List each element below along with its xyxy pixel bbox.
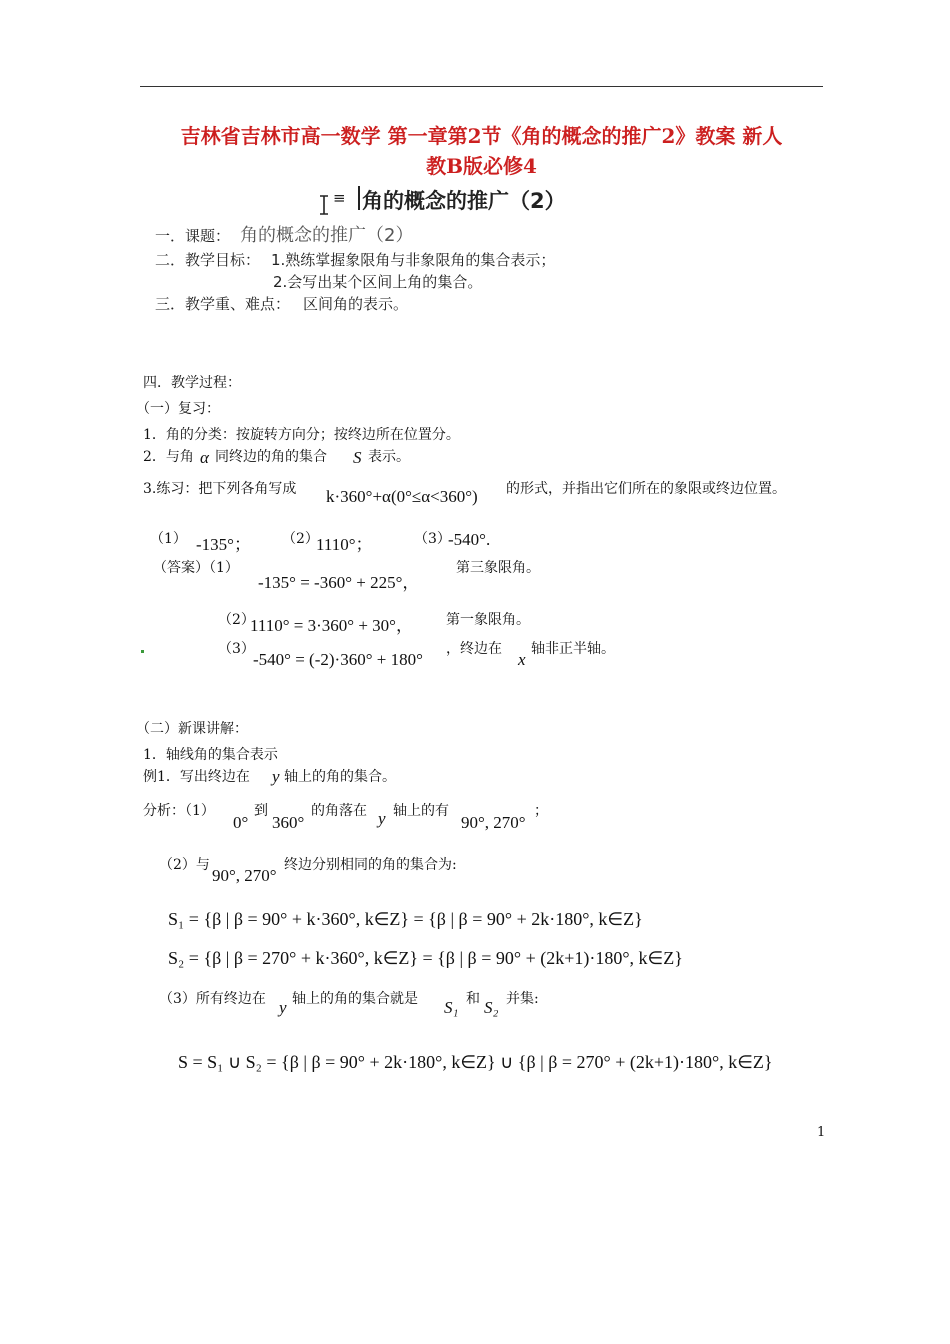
answer3-note-b: 轴非正半轴。: [531, 641, 615, 657]
set-S-union-formula: S = S₁ ∪ S₂ = {β | β = 90° + 2k·180°, k∈Z} ∪ {β | β = 270° + (2k+1)·180°, k∈Z}: [178, 1052, 773, 1072]
analysis-b: 的角落在: [311, 803, 367, 819]
analysis-360: 360°: [272, 813, 305, 832]
answer1-note: 第三象限角。: [456, 560, 540, 576]
analysis-a: 分析：（1）: [143, 803, 215, 819]
review-item2-b: 同终边的角的集合: [215, 449, 327, 465]
review-item3-b: 的形式，并指出它们所在的象限或终边位置。: [506, 481, 786, 497]
review-item3-a: 3.练习：把下列各角写成: [143, 481, 297, 497]
item1-value: 角的概念的推广（2）: [240, 225, 414, 246]
item2-goal2: 2.会写出某个区间上角的集合。: [273, 273, 483, 291]
answer2-formula: 1110° = 3·360° + 30°，: [250, 616, 413, 635]
set-S2-formula: S₂ = {β | β = 270° + k·360°, k∈Z} = {β | β = 90° + (2k+1)·180°, k∈Z}: [168, 948, 683, 968]
exercise3-value: -540°.: [448, 530, 491, 549]
exercise-form-formula: k·360°+α(0°≤α<360°): [326, 487, 478, 506]
document-title-line1: 吉林省吉林市高一数学 第一章第2节《角的概念的推广2》教案 新人: [180, 124, 783, 148]
section1-title: 1．轴线角的集合表示: [143, 747, 278, 763]
alpha-symbol: α: [200, 448, 209, 467]
exercise1-label: （1）: [150, 531, 187, 547]
part2-values: 90°, 270°: [212, 866, 277, 885]
set-S-symbol: S: [353, 448, 362, 467]
scanned-heading: 角的概念的推广（2）: [362, 189, 566, 213]
menu-icon: ≡: [333, 189, 346, 207]
part3-b: 轴上的角的集合就是: [292, 991, 418, 1007]
new-lesson-heading: （二）新课讲解：: [136, 721, 248, 737]
exercise1-value: -135°；: [196, 535, 251, 554]
part3-S1: S₁: [444, 998, 459, 1017]
set-S1-formula: S₁ = {β | β = 90° + k·360°, k∈Z} = {β | β = 90° + 2k·180°, k∈Z}: [168, 909, 643, 929]
text-cursor-icon: [318, 195, 330, 215]
y-axis-symbol: y: [272, 767, 280, 786]
review-item2-a: 2．与角: [143, 449, 194, 465]
part3-a: （3）所有终边在: [159, 991, 266, 1007]
item3-label: 三．教学重、难点：: [155, 295, 291, 313]
part2-b: 终边分别相同的角的集合为:: [284, 857, 457, 873]
item3-value: 区间角的表示。: [303, 295, 409, 313]
example1-b: 轴上的角的集合。: [284, 769, 396, 785]
process-heading: 四．教学过程：: [143, 375, 241, 391]
review-item2-c: 表示。: [368, 449, 410, 465]
example1-a: 例1．写出终边在: [143, 769, 250, 785]
exercise2-label: （2）: [282, 531, 319, 547]
analysis-to: 到: [254, 803, 268, 819]
exercise2-value: 1110°；: [316, 535, 373, 554]
answer-label: （答案）（1）: [153, 560, 239, 576]
analysis-values: 90°, 270°: [461, 813, 526, 832]
header-rule: [140, 86, 823, 87]
insertion-bar: [358, 186, 360, 210]
x-axis-symbol: x: [518, 650, 526, 669]
part3-S2: S₂: [484, 998, 499, 1017]
part3-c: 并集:: [506, 991, 539, 1007]
item2-label: 二．教学目标：: [155, 251, 261, 269]
answer3-formula: -540° = (-2)·360° + 180°: [253, 650, 423, 669]
item2-goal1: 1.熟练掌握象限角与非象限角的集合表示；: [271, 251, 556, 269]
answer3-note-a: ，终边在: [446, 641, 502, 657]
review-heading: （一）复习：: [136, 401, 220, 417]
y-symbol-3: y: [279, 998, 287, 1017]
answer1-formula: -135° = -360° + 225°，: [258, 573, 420, 592]
part2-a: （2）与: [159, 857, 210, 873]
item1-label: 一．课题：: [155, 227, 231, 245]
review-item1: 1．角的分类：按旋转方向分；按终边所在位置分。: [143, 427, 460, 443]
answer3-label: （3）: [218, 641, 255, 657]
y-symbol-2: y: [378, 809, 386, 828]
analysis-zero: 0°: [233, 813, 249, 832]
analysis-c: 轴上的有: [393, 803, 449, 819]
answer2-note: 第一象限角。: [446, 612, 530, 628]
stray-mark: [141, 650, 144, 653]
exercise3-label: （3）: [414, 531, 451, 547]
document-title-line2: 教B版必修4: [426, 154, 537, 178]
answer2-label: （2）: [218, 612, 255, 628]
part3-and: 和: [466, 991, 480, 1007]
analysis-semicolon: ；: [534, 803, 548, 819]
page-number: 1: [817, 1125, 826, 1140]
